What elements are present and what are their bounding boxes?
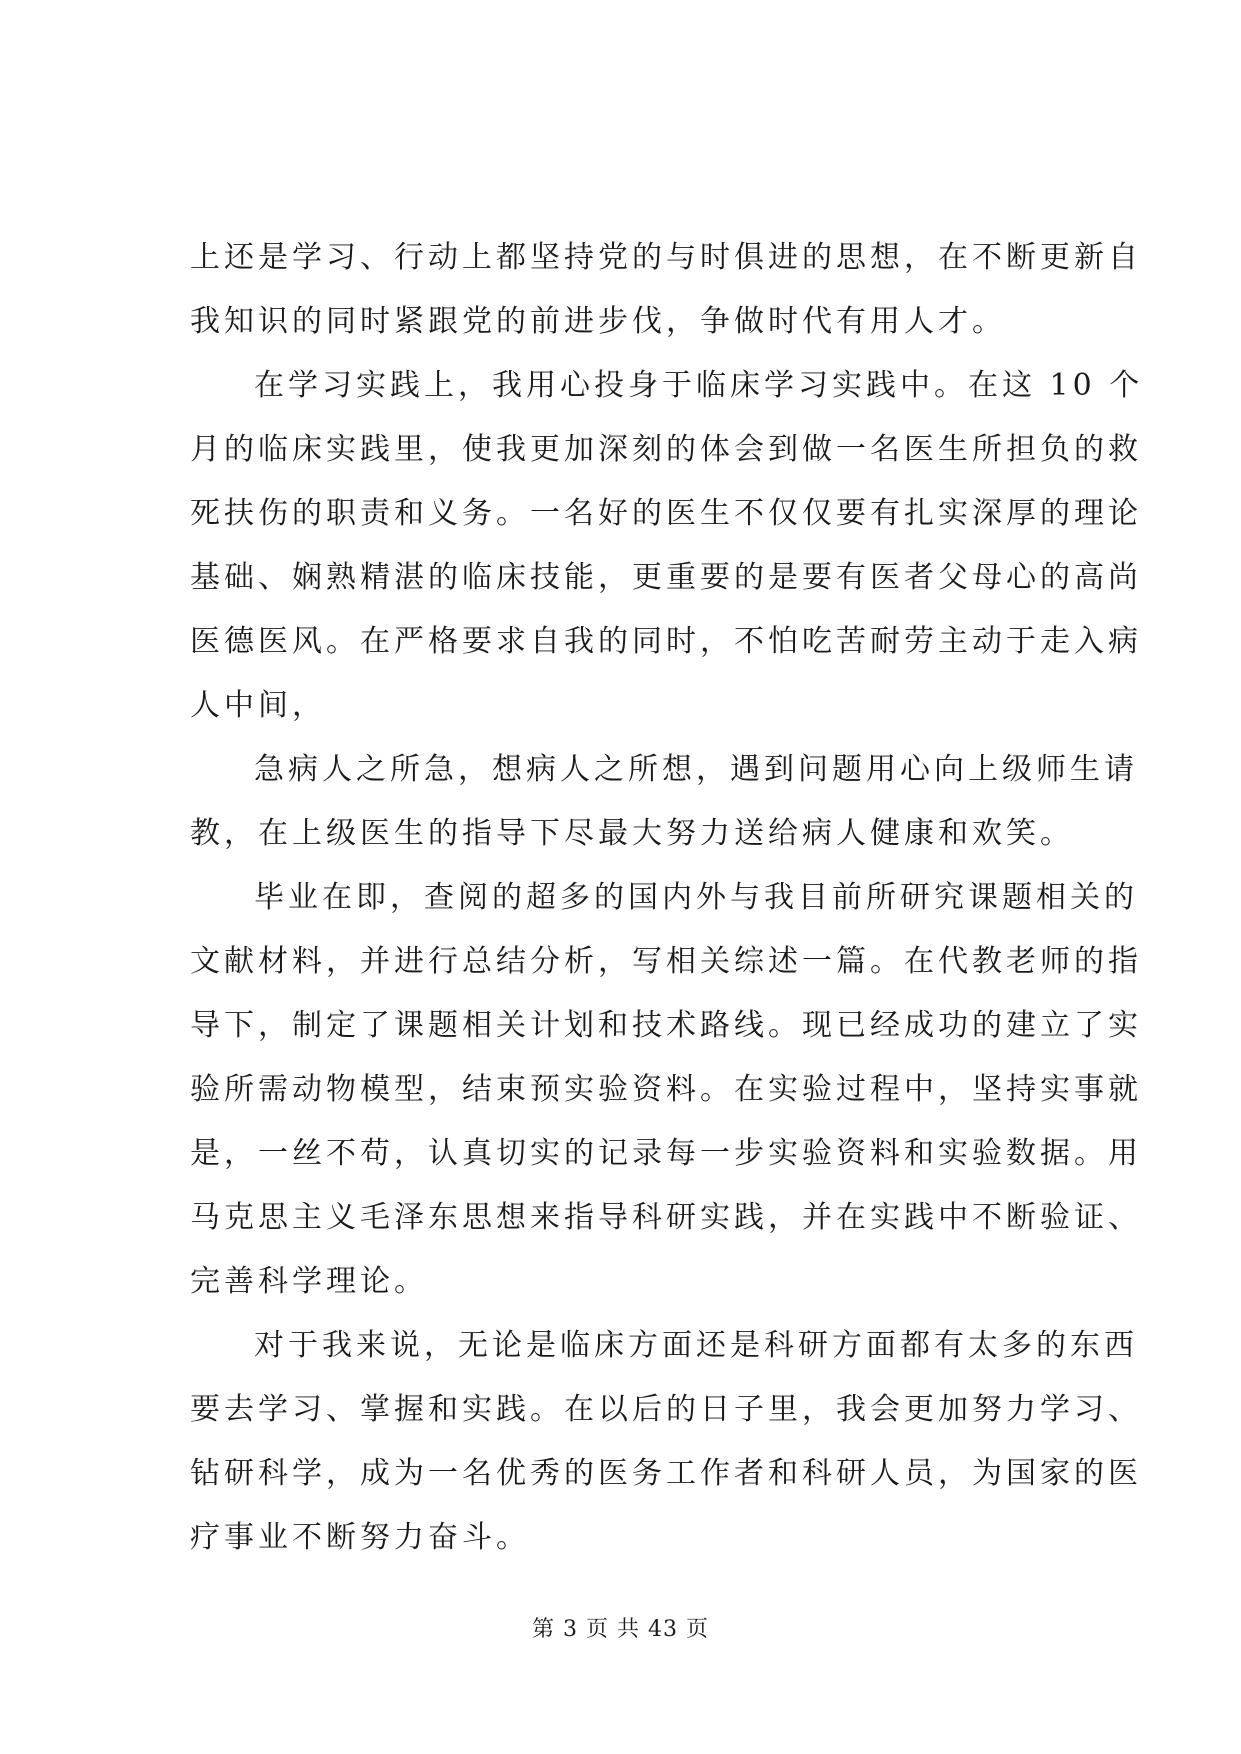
text-line: 要去学习、掌握和实践。在以后的日子里，我会更加努力学习、 (190, 1392, 1142, 1427)
text-line: 上还是学习、行动上都坚持党的与时俱进的思想，在不断更新自 (190, 240, 1142, 275)
text-line: 毕业在即，查阅的超多的国内外与我目前所研究课题相关的 (254, 880, 1138, 915)
text-line: 医德医风。在严格要求自我的同时，不怕吃苦耐劳主动于走入病 (190, 624, 1142, 659)
document-body (190, 226, 1144, 1570)
text-line: 验所需动物模型，结束预实验资料。在实验过程中，坚持实事就 (190, 1072, 1142, 1107)
text-line: 月的临床实践里，使我更加深刻的体会到做一名医生所担负的救 (190, 432, 1142, 467)
text-line: 我知识的同时紧跟党的前进步伐，争做时代有用人才。 (190, 304, 1006, 339)
text-line: 在学习实践上，我用心投身于临床学习实践中。在这 10 个 (254, 368, 1144, 403)
text-line: 钻研科学，成为一名优秀的医务工作者和科研人员，为国家的医 (190, 1456, 1142, 1491)
page-number-footer: 第 3 页 共 43 页 (532, 1617, 709, 1642)
text-line: 急病人之所急，想病人之所想，遇到问题用心向上级师生请 (254, 752, 1138, 787)
text-line: 完善科学理论。 (190, 1264, 428, 1299)
text-line: 人中间， (190, 688, 326, 723)
text-line: 马克思主义毛泽东思想来指导科研实践，并在实践中不断验证、 (190, 1200, 1142, 1235)
text-line: 教，在上级医生的指导下尽最大努力送给病人健康和欢笑。 (190, 816, 1074, 851)
text-line: 疗事业不断努力奋斗。 (190, 1520, 530, 1555)
text-line: 基础、娴熟精湛的临床技能，更重要的是要有医者父母心的高尚 (190, 560, 1142, 595)
text-line: 死扶伤的职责和义务。一名好的医生不仅仅要有扎实深厚的理论 (190, 496, 1142, 531)
text-line: 是，一丝不苟，认真切实的记录每一步实验资料和实验数据。用 (190, 1136, 1142, 1171)
text-line: 对于我来说，无论是临床方面还是科研方面都有太多的东西 (254, 1328, 1138, 1363)
text-line: 文献材料，并进行总结分析，写相关综述一篇。在代教老师的指 (190, 944, 1142, 979)
text-line: 导下，制定了课题相关计划和技术路线。现已经成功的建立了实 (190, 1008, 1142, 1043)
